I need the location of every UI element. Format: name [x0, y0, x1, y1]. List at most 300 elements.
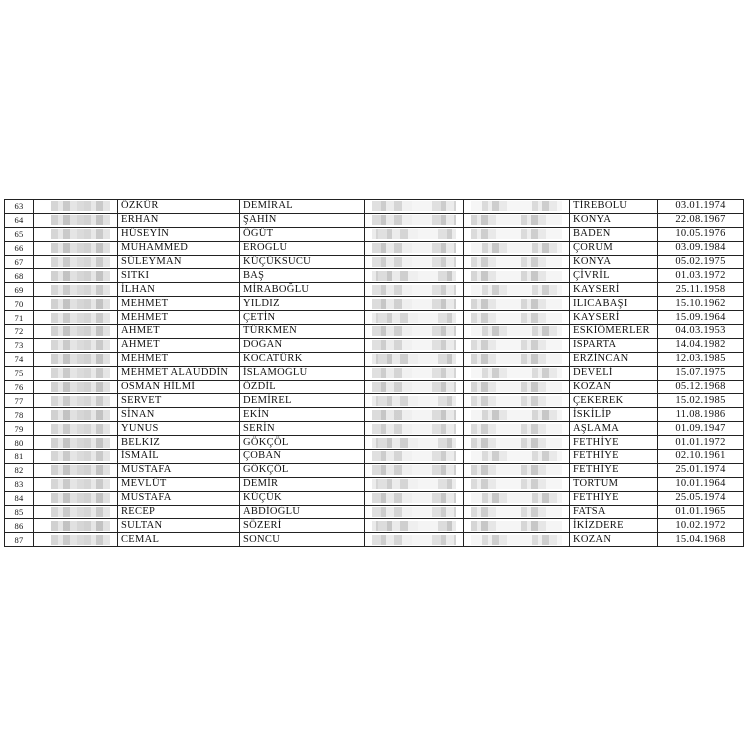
first-name: SÜLEYMAN — [118, 255, 240, 269]
redacted-cell — [365, 380, 464, 394]
birth-place: ILICABAŞI — [570, 297, 658, 311]
birth-place: TORTUM — [570, 477, 658, 491]
redacted-cell — [34, 200, 118, 214]
redaction-blur — [51, 451, 110, 461]
redaction-blur — [51, 382, 110, 392]
redaction-blur — [471, 313, 562, 323]
table-row — [5, 283, 744, 297]
surname: DEMİRAL — [240, 200, 365, 214]
redaction-blur — [51, 479, 110, 489]
redacted-cell — [365, 366, 464, 380]
birth-place: ISPARTA — [570, 338, 658, 352]
redaction-blur — [471, 424, 562, 434]
redaction-blur — [51, 396, 110, 406]
birth-date: 25.01.1974 — [658, 463, 744, 477]
row-number: 80 — [5, 436, 34, 450]
redacted-cell — [464, 436, 570, 450]
birth-date: 15.04.1968 — [658, 533, 744, 547]
redaction-blur — [471, 340, 562, 350]
surname: İSLAMOĞLU — [240, 366, 365, 380]
redacted-cell — [34, 213, 118, 227]
surname: ÖZDİL — [240, 380, 365, 394]
redacted-cell — [365, 213, 464, 227]
redaction-blur — [372, 299, 456, 309]
redacted-cell — [365, 311, 464, 325]
redaction-blur — [471, 451, 562, 461]
first-name: MEHMET — [118, 311, 240, 325]
birth-place: KONYA — [570, 213, 658, 227]
birth-date: 05.12.1968 — [658, 380, 744, 394]
birth-place: KOZAN — [570, 380, 658, 394]
redacted-cell — [464, 213, 570, 227]
redacted-cell — [365, 241, 464, 255]
surname: DEMİREL — [240, 394, 365, 408]
surname: KOCATÜRK — [240, 352, 365, 366]
redaction-blur — [51, 424, 110, 434]
redacted-cell — [34, 491, 118, 505]
table-row — [5, 533, 744, 547]
surname: SONCU — [240, 533, 365, 547]
birth-date: 25.05.1974 — [658, 491, 744, 505]
redacted-cell — [34, 436, 118, 450]
table-row — [5, 325, 744, 339]
surname: TÜRKMEN — [240, 325, 365, 339]
redacted-cell — [464, 311, 570, 325]
redaction-blur — [471, 465, 562, 475]
redaction-blur — [372, 313, 456, 323]
redacted-cell — [464, 338, 570, 352]
redaction-blur — [51, 201, 110, 211]
redaction-blur — [372, 201, 456, 211]
redacted-cell — [34, 450, 118, 464]
table-row — [5, 269, 744, 283]
redacted-cell — [34, 394, 118, 408]
redacted-cell — [464, 505, 570, 519]
first-name: AHMET — [118, 338, 240, 352]
birth-place: TİREBOLU — [570, 200, 658, 214]
redacted-cell — [464, 408, 570, 422]
redaction-blur — [51, 299, 110, 309]
redacted-cell — [34, 422, 118, 436]
table-row — [5, 477, 744, 491]
birth-place: FETHİYE — [570, 450, 658, 464]
table-row — [5, 200, 744, 214]
birth-date: 22.08.1967 — [658, 213, 744, 227]
surname: DEMİR — [240, 477, 365, 491]
birth-place: İKİZDERE — [570, 519, 658, 533]
redacted-cell — [365, 200, 464, 214]
first-name: ÖZKÜR — [118, 200, 240, 214]
row-number: 77 — [5, 394, 34, 408]
birth-date: 03.09.1984 — [658, 241, 744, 255]
redaction-blur — [372, 479, 456, 489]
redacted-cell — [34, 463, 118, 477]
redacted-cell — [365, 519, 464, 533]
redacted-cell — [365, 533, 464, 547]
roster-table — [4, 199, 744, 547]
redacted-cell — [34, 241, 118, 255]
row-number: 75 — [5, 366, 34, 380]
redaction-blur — [471, 299, 562, 309]
table-row — [5, 352, 744, 366]
birth-date: 10.01.1964 — [658, 477, 744, 491]
first-name: YUNUS — [118, 422, 240, 436]
redacted-cell — [464, 352, 570, 366]
redacted-cell — [365, 477, 464, 491]
redaction-blur — [471, 271, 562, 281]
redaction-blur — [51, 521, 110, 531]
birth-date: 10.05.1976 — [658, 227, 744, 241]
redaction-blur — [471, 507, 562, 517]
redaction-blur — [471, 257, 562, 267]
row-number: 68 — [5, 269, 34, 283]
birth-date: 01.01.1965 — [658, 505, 744, 519]
redaction-blur — [51, 257, 110, 267]
row-number: 65 — [5, 227, 34, 241]
row-number: 70 — [5, 297, 34, 311]
redaction-blur — [372, 215, 456, 225]
redacted-cell — [464, 325, 570, 339]
birth-place: KAYSERİ — [570, 283, 658, 297]
redaction-blur — [372, 410, 456, 420]
birth-place: KAYSERİ — [570, 311, 658, 325]
surname: EROĞLU — [240, 241, 365, 255]
redacted-cell — [365, 297, 464, 311]
redacted-cell — [34, 283, 118, 297]
redacted-cell — [365, 227, 464, 241]
birth-date: 15.07.1975 — [658, 366, 744, 380]
first-name: HÜSEYİN — [118, 227, 240, 241]
birth-date: 12.03.1985 — [658, 352, 744, 366]
redaction-blur — [372, 382, 456, 392]
redacted-cell — [34, 255, 118, 269]
first-name: SITKI — [118, 269, 240, 283]
redacted-cell — [464, 200, 570, 214]
redaction-blur — [471, 493, 562, 503]
redaction-blur — [471, 479, 562, 489]
surname: YILDIZ — [240, 297, 365, 311]
birth-place: FETHİYE — [570, 491, 658, 505]
redacted-cell — [365, 436, 464, 450]
surname: ÖĞÜT — [240, 227, 365, 241]
redacted-cell — [464, 227, 570, 241]
table-row — [5, 366, 744, 380]
redacted-cell — [34, 519, 118, 533]
redacted-cell — [365, 338, 464, 352]
birth-date: 25.11.1958 — [658, 283, 744, 297]
first-name: AHMET — [118, 325, 240, 339]
birth-place: DEVELİ — [570, 366, 658, 380]
table-row — [5, 297, 744, 311]
surname: BAŞ — [240, 269, 365, 283]
first-name: CEMAL — [118, 533, 240, 547]
redacted-cell — [464, 380, 570, 394]
redacted-cell — [464, 255, 570, 269]
row-number: 69 — [5, 283, 34, 297]
redacted-cell — [464, 283, 570, 297]
redacted-cell — [464, 463, 570, 477]
redaction-blur — [51, 493, 110, 503]
redaction-blur — [471, 215, 562, 225]
table-row — [5, 491, 744, 505]
redacted-cell — [365, 255, 464, 269]
redaction-blur — [372, 465, 456, 475]
first-name: MUSTAFA — [118, 491, 240, 505]
row-number: 87 — [5, 533, 34, 547]
birth-date: 15.02.1985 — [658, 394, 744, 408]
table-row — [5, 227, 744, 241]
redaction-blur — [372, 340, 456, 350]
row-number: 71 — [5, 311, 34, 325]
redaction-blur — [471, 410, 562, 420]
redaction-blur — [51, 215, 110, 225]
redaction-blur — [51, 507, 110, 517]
birth-place: FETHİYE — [570, 436, 658, 450]
redacted-cell — [365, 505, 464, 519]
first-name: MEHMET ALAUDDİN — [118, 366, 240, 380]
birth-date: 03.01.1974 — [658, 200, 744, 214]
redaction-blur — [372, 285, 456, 295]
redaction-blur — [51, 243, 110, 253]
row-number: 76 — [5, 380, 34, 394]
redacted-cell — [464, 491, 570, 505]
surname: GÖKÇÖL — [240, 436, 365, 450]
surname: MİRABOĞLU — [240, 283, 365, 297]
redaction-blur — [51, 340, 110, 350]
redacted-cell — [34, 533, 118, 547]
table-row — [5, 436, 744, 450]
redaction-blur — [372, 354, 456, 364]
redaction-blur — [471, 326, 562, 336]
birth-date: 14.04.1982 — [658, 338, 744, 352]
redaction-blur — [51, 271, 110, 281]
redaction-blur — [51, 410, 110, 420]
first-name: ERHAN — [118, 213, 240, 227]
birth-date: 02.10.1961 — [658, 450, 744, 464]
row-number: 86 — [5, 519, 34, 533]
redacted-cell — [464, 366, 570, 380]
redaction-blur — [471, 201, 562, 211]
birth-date: 01.01.1972 — [658, 436, 744, 450]
redaction-blur — [471, 438, 562, 448]
birth-place: ÇEKEREK — [570, 394, 658, 408]
row-number: 72 — [5, 325, 34, 339]
redaction-blur — [372, 521, 456, 531]
birth-place: FETHİYE — [570, 463, 658, 477]
first-name: İLHAN — [118, 283, 240, 297]
birth-place: ESKİÖMERLER — [570, 325, 658, 339]
table-row — [5, 408, 744, 422]
surname: ŞAHİN — [240, 213, 365, 227]
first-name: OSMAN HİLMİ — [118, 380, 240, 394]
first-name: MUHAMMED — [118, 241, 240, 255]
redaction-blur — [372, 493, 456, 503]
redacted-cell — [365, 450, 464, 464]
table-row — [5, 213, 744, 227]
redaction-blur — [372, 257, 456, 267]
redaction-blur — [51, 313, 110, 323]
surname: KÜÇÜK — [240, 491, 365, 505]
birth-date: 11.08.1986 — [658, 408, 744, 422]
redacted-cell — [34, 408, 118, 422]
first-name: SULTAN — [118, 519, 240, 533]
redacted-cell — [365, 491, 464, 505]
redaction-blur — [471, 521, 562, 531]
redacted-cell — [34, 227, 118, 241]
redacted-cell — [34, 311, 118, 325]
birth-place: KOZAN — [570, 533, 658, 547]
redaction-blur — [51, 326, 110, 336]
redaction-blur — [372, 535, 456, 545]
redacted-cell — [464, 533, 570, 547]
redaction-blur — [372, 243, 456, 253]
redaction-blur — [372, 438, 456, 448]
birth-date: 15.10.1962 — [658, 297, 744, 311]
redacted-cell — [34, 352, 118, 366]
table-row — [5, 463, 744, 477]
first-name: MEVLÜT — [118, 477, 240, 491]
row-number: 66 — [5, 241, 34, 255]
redacted-cell — [34, 505, 118, 519]
redacted-cell — [464, 394, 570, 408]
redacted-cell — [464, 477, 570, 491]
redaction-blur — [372, 229, 456, 239]
surname: KÜÇÜKSUCU — [240, 255, 365, 269]
redaction-blur — [51, 438, 110, 448]
redacted-cell — [34, 380, 118, 394]
surname: DOĞAN — [240, 338, 365, 352]
birth-date: 01.03.1972 — [658, 269, 744, 283]
row-number: 74 — [5, 352, 34, 366]
birth-date: 04.03.1953 — [658, 325, 744, 339]
first-name: SERVET — [118, 394, 240, 408]
redacted-cell — [365, 269, 464, 283]
row-number: 64 — [5, 213, 34, 227]
first-name: MEHMET — [118, 297, 240, 311]
redaction-blur — [372, 326, 456, 336]
redacted-cell — [464, 450, 570, 464]
row-number: 79 — [5, 422, 34, 436]
redacted-cell — [464, 241, 570, 255]
row-number: 67 — [5, 255, 34, 269]
first-name: SİNAN — [118, 408, 240, 422]
surname: GÖKÇÖL — [240, 463, 365, 477]
row-number: 82 — [5, 463, 34, 477]
birth-place: ERZİNCAN — [570, 352, 658, 366]
redacted-cell — [34, 477, 118, 491]
first-name: İSMAİL — [118, 450, 240, 464]
redaction-blur — [372, 451, 456, 461]
surname: ABDİOĞLU — [240, 505, 365, 519]
birth-place: AŞLAMA — [570, 422, 658, 436]
redacted-cell — [365, 422, 464, 436]
redacted-cell — [365, 394, 464, 408]
table-row — [5, 338, 744, 352]
redacted-cell — [365, 352, 464, 366]
redaction-blur — [51, 354, 110, 364]
birth-place: ÇİVRİL — [570, 269, 658, 283]
birth-date: 10.02.1972 — [658, 519, 744, 533]
table-row — [5, 311, 744, 325]
redaction-blur — [471, 382, 562, 392]
table-row — [5, 450, 744, 464]
table-row — [5, 241, 744, 255]
surname: ÇETİN — [240, 311, 365, 325]
birth-place: KONYA — [570, 255, 658, 269]
redaction-blur — [51, 285, 110, 295]
row-number: 83 — [5, 477, 34, 491]
redaction-blur — [51, 368, 110, 378]
first-name: MUSTAFA — [118, 463, 240, 477]
redaction-blur — [51, 229, 110, 239]
birth-date: 01.09.1947 — [658, 422, 744, 436]
redaction-blur — [471, 535, 562, 545]
redacted-cell — [365, 463, 464, 477]
table-row — [5, 255, 744, 269]
redaction-blur — [51, 465, 110, 475]
redacted-cell — [34, 366, 118, 380]
row-number: 85 — [5, 505, 34, 519]
birth-place: BADEN — [570, 227, 658, 241]
redaction-blur — [471, 229, 562, 239]
redaction-blur — [372, 424, 456, 434]
row-number: 73 — [5, 338, 34, 352]
redaction-blur — [471, 396, 562, 406]
birth-place: ÇORUM — [570, 241, 658, 255]
redaction-blur — [372, 396, 456, 406]
redaction-blur — [471, 285, 562, 295]
row-number: 63 — [5, 200, 34, 214]
table-row — [5, 422, 744, 436]
redacted-cell — [365, 408, 464, 422]
birth-place: FATSA — [570, 505, 658, 519]
redacted-cell — [34, 338, 118, 352]
redaction-blur — [471, 368, 562, 378]
table-row — [5, 519, 744, 533]
birth-date: 05.02.1975 — [658, 255, 744, 269]
redaction-blur — [372, 368, 456, 378]
redaction-blur — [471, 243, 562, 253]
birth-place: İSKİLİP — [570, 408, 658, 422]
first-name: MEHMET — [118, 352, 240, 366]
redacted-cell — [464, 519, 570, 533]
redaction-blur — [51, 535, 110, 545]
row-number: 84 — [5, 491, 34, 505]
first-name: BELKIZ — [118, 436, 240, 450]
surname: SÖZERİ — [240, 519, 365, 533]
redacted-cell — [464, 422, 570, 436]
redacted-cell — [34, 269, 118, 283]
row-number: 78 — [5, 408, 34, 422]
roster-body — [5, 200, 744, 547]
redaction-blur — [372, 271, 456, 281]
redaction-blur — [372, 507, 456, 517]
table-row — [5, 394, 744, 408]
redacted-cell — [34, 297, 118, 311]
birth-date: 15.09.1964 — [658, 311, 744, 325]
surname: ÇOBAN — [240, 450, 365, 464]
redacted-cell — [34, 325, 118, 339]
redacted-cell — [464, 269, 570, 283]
redacted-cell — [365, 325, 464, 339]
redacted-cell — [464, 297, 570, 311]
surname: EKİN — [240, 408, 365, 422]
surname: SERİN — [240, 422, 365, 436]
first-name: RECEP — [118, 505, 240, 519]
table-row — [5, 505, 744, 519]
redaction-blur — [471, 354, 562, 364]
row-number: 81 — [5, 450, 34, 464]
